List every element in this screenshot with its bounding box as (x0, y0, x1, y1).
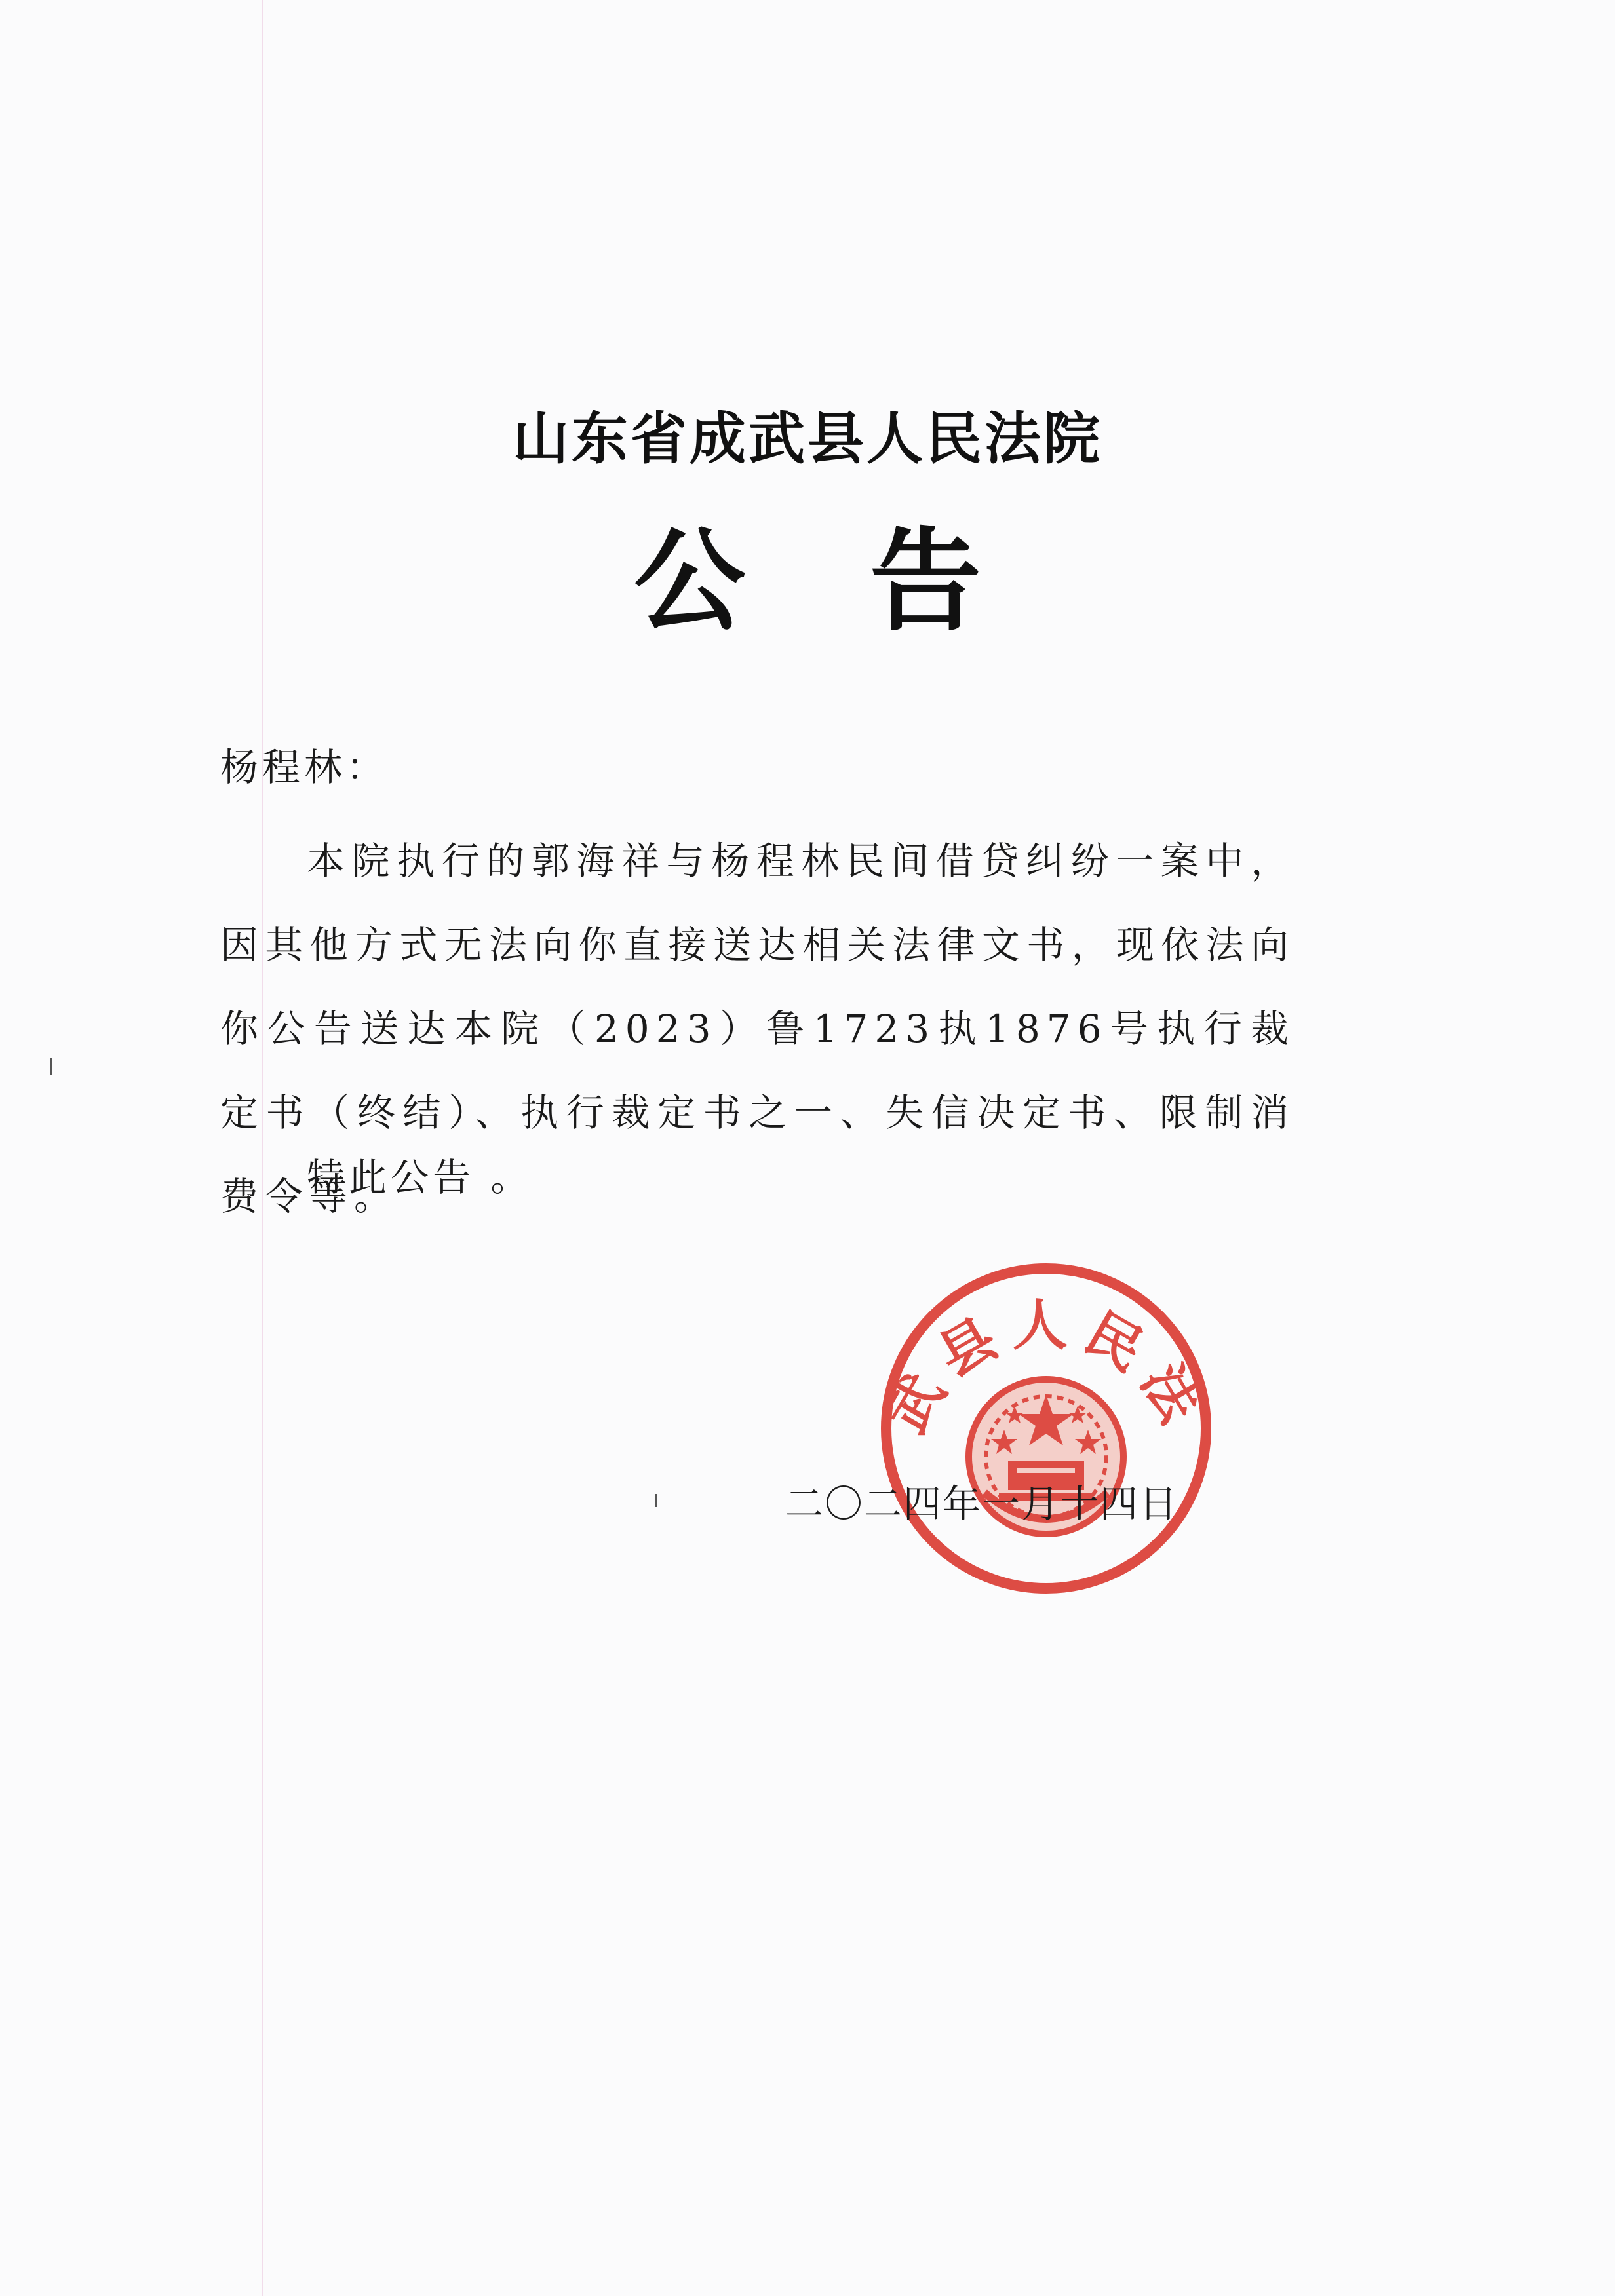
document-type-heading: 公告 (633, 517, 1106, 647)
court-seal (869, 1257, 1223, 1598)
closing-statement: 特此公告 。 (307, 1155, 533, 1200)
scan-mark (50, 1058, 52, 1075)
recipient-salutation: 杨程林： (220, 745, 389, 790)
seal-text-path: 武县人民法 (874, 1293, 1218, 1444)
notice-body-paragraph: 本院执行的郭海祥与杨程林民间借贷纠纷一案中，因其他方式无法向你直接送达相关法律文书，现依法向你公告送达本院（2023）鲁1723执1876号执行裁定书（终结）、执行裁定书之一、失信决定书、限制消费令等。 (220, 839, 1295, 1219)
court-name-heading: 山东省成武县人民法院 (513, 406, 1102, 472)
scan-mark (655, 1494, 657, 1507)
issue-date: 二〇二四年一月十四日 (785, 1482, 1179, 1526)
